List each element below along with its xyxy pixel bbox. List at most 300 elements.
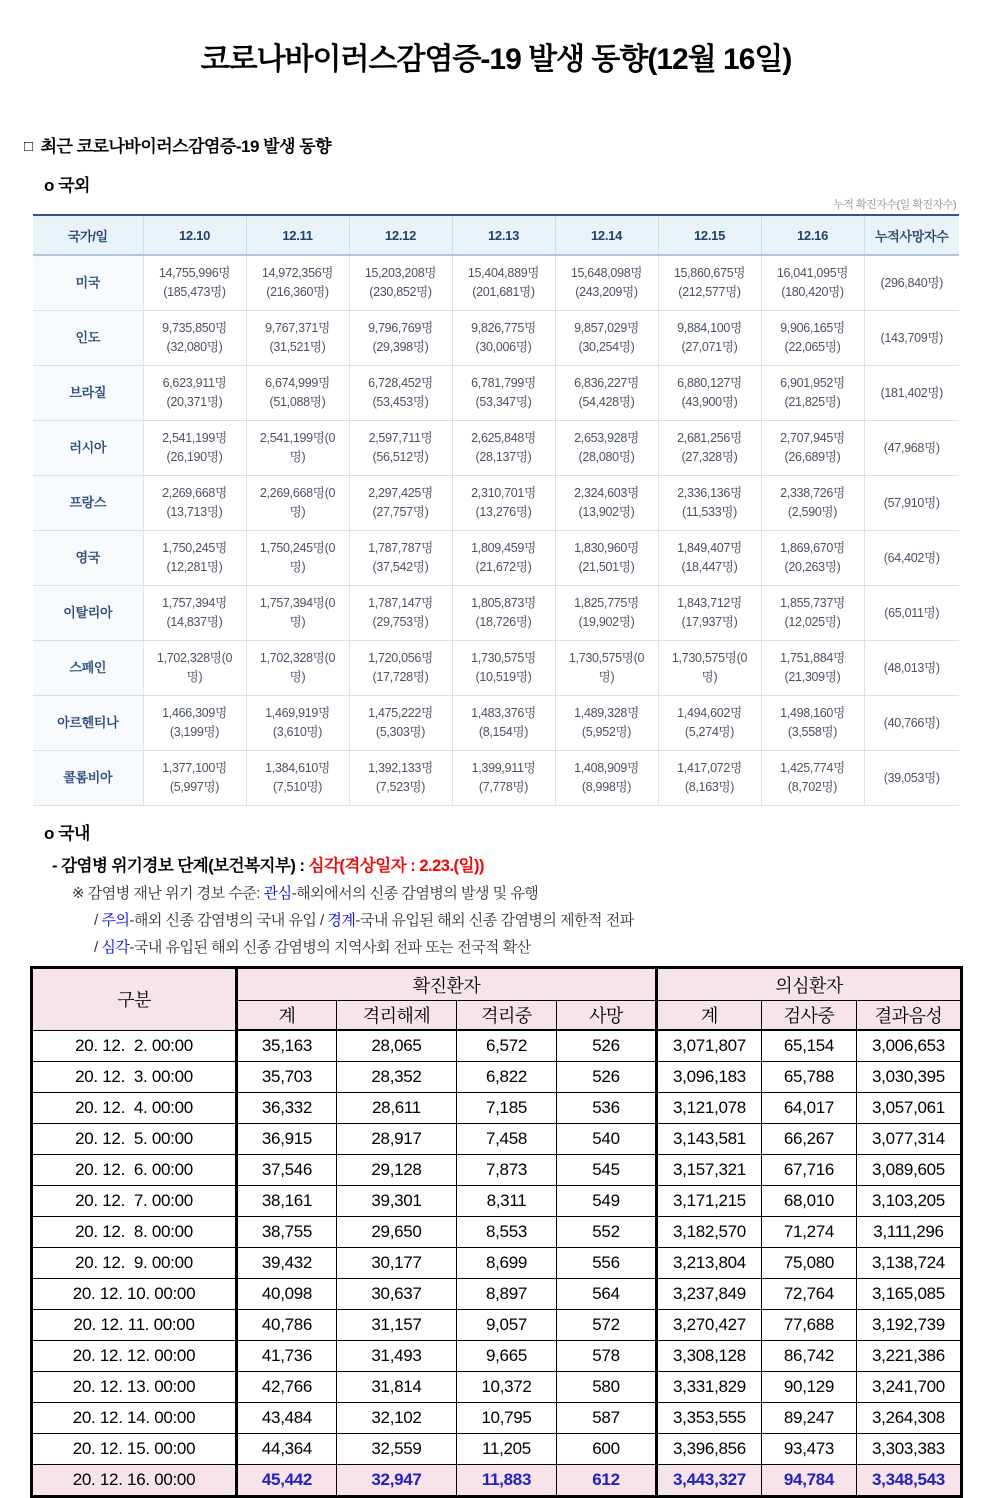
case-count-cell: [452, 366, 555, 421]
case-count-cell: [246, 531, 349, 586]
daily-count: (22,065명): [784, 340, 841, 354]
col-header-deaths: 누적사망자수: [864, 215, 959, 255]
cumulative-count: 6,728,452명: [368, 376, 433, 391]
cumulative-deaths-cell: (48,013명): [864, 641, 959, 696]
domestic-table-row: [32, 1310, 962, 1341]
stat-value-cell: 43,484: [237, 1403, 337, 1434]
case-count-cell: [658, 311, 761, 366]
case-count-cell: [452, 641, 555, 696]
stat-value-cell: 3,264,308: [857, 1403, 962, 1434]
note1-term: 관심: [263, 885, 292, 902]
cumulative-count: 1,720,056명: [368, 651, 433, 666]
stat-value-cell: 9,665: [457, 1341, 557, 1372]
cumulative-count: 15,203,208명: [364, 266, 437, 281]
country-name: 스페인: [33, 641, 143, 696]
checkbox-bullet-icon: □: [24, 138, 33, 155]
stat-value-cell: 3,071,807: [657, 1030, 762, 1062]
report-datetime: 20. 12. 10. 00:00: [32, 1279, 237, 1310]
stat-value-cell: 66,267: [762, 1124, 857, 1155]
daily-count: (21,309명): [784, 670, 841, 684]
daily-count: (7,778명): [478, 780, 529, 794]
case-count-cell: [143, 531, 246, 586]
stat-value-cell: 65,154: [762, 1030, 857, 1062]
stat-value-cell: 612: [557, 1465, 657, 1497]
stat-value-cell: 580: [557, 1372, 657, 1403]
stat-value-cell: 3,396,856: [657, 1434, 762, 1465]
case-count-cell: [349, 531, 452, 586]
cumulative-count: 15,404,889명: [467, 266, 540, 281]
stat-value-cell: 8,897: [457, 1279, 557, 1310]
cumulative-count: 1,475,222명: [368, 706, 433, 721]
daily-count: (13,902명): [578, 505, 635, 519]
case-count-cell: [349, 476, 452, 531]
daily-count: (32,080명): [166, 340, 223, 354]
stat-value-cell: 556: [557, 1248, 657, 1279]
cumulative-count: 1,392,133명: [368, 761, 433, 776]
daily-count: (28,137명): [475, 450, 532, 464]
cumulative-count: 6,901,952명: [780, 376, 845, 391]
stat-value-cell: 28,352: [337, 1062, 457, 1093]
stat-value-cell: 31,493: [337, 1341, 457, 1372]
daily-count: (26,689명): [784, 450, 841, 464]
daily-count: (18,726명): [475, 615, 532, 629]
cumulative-count: 9,735,850명: [162, 321, 227, 336]
stat-value-cell: 3,089,605: [857, 1155, 962, 1186]
daily-count: (10,519명): [475, 670, 532, 684]
stat-value-cell: 40,098: [237, 1279, 337, 1310]
stat-value-cell: 3,006,653: [857, 1030, 962, 1062]
report-datetime: 20. 12. 16. 00:00: [32, 1465, 237, 1497]
col-header-date-1210: 12.10: [143, 215, 246, 255]
daily-count: 명): [289, 450, 306, 464]
stat-value-cell: 3,103,205: [857, 1186, 962, 1217]
stat-value-cell: 31,157: [337, 1310, 457, 1341]
stat-value-cell: 3,111,296: [857, 1217, 962, 1248]
col-header-date-1213: 12.13: [452, 215, 555, 255]
domestic-table-row: [32, 1155, 962, 1186]
stat-value-cell: 526: [557, 1062, 657, 1093]
section-title: 최근 코로나바이러스감염증-19 발생 동향: [40, 137, 332, 156]
daily-count: (21,672명): [475, 560, 532, 574]
cumulative-count: 2,297,425명: [368, 486, 433, 501]
daily-count: (8,154명): [478, 725, 529, 739]
cumulative-count: 1,377,100명: [162, 761, 227, 776]
cumulative-count: 1,730,575명(0: [568, 651, 645, 666]
case-count-cell: [658, 641, 761, 696]
note3-prefix: /: [94, 939, 102, 956]
domestic-table-row: [32, 1465, 962, 1497]
daily-count: (19,902명): [578, 615, 635, 629]
overseas-table-row: [33, 311, 959, 366]
cumulative-count: 1,849,407명: [677, 541, 742, 556]
cumulative-count: 2,269,668명(0: [259, 486, 336, 501]
cumulative-count: 1,494,602명: [677, 706, 742, 721]
col-header-testing: 검사중: [762, 1001, 857, 1031]
daily-count: (7,510명): [272, 780, 323, 794]
cumulative-count: 2,653,928명: [574, 431, 639, 446]
cumulative-count: 1,757,394명: [162, 596, 227, 611]
country-name: 콜롬비아: [33, 751, 143, 806]
daily-count: 명): [289, 560, 306, 574]
overseas-table-row: [33, 696, 959, 751]
cumulative-deaths-cell: (57,910명): [864, 476, 959, 531]
cumulative-count: 1,751,884명: [780, 651, 845, 666]
case-count-cell: [143, 366, 246, 421]
crisis-alert-line: [52, 852, 992, 876]
cumulative-count: 1,730,575명: [471, 651, 536, 666]
daily-count: (243,209명): [575, 285, 638, 299]
domestic-table-row: [32, 1030, 962, 1062]
stat-value-cell: 94,784: [762, 1465, 857, 1497]
report-datetime: 20. 12. 8. 00:00: [32, 1217, 237, 1248]
stat-value-cell: 587: [557, 1403, 657, 1434]
case-count-cell: [658, 421, 761, 476]
cumulative-count: 9,884,100명: [677, 321, 742, 336]
cumulative-count: 9,826,775명: [471, 321, 536, 336]
cumulative-count: 6,836,227명: [574, 376, 639, 391]
domestic-table-row: [32, 1434, 962, 1465]
cumulative-count: 1,498,160명: [780, 706, 845, 721]
col-header-category: 구분: [32, 968, 237, 1031]
stat-value-cell: 35,703: [237, 1062, 337, 1093]
stat-value-cell: 28,917: [337, 1124, 457, 1155]
stat-value-cell: 3,241,700: [857, 1372, 962, 1403]
page-title: 코로나바이러스감염증-19 발생 동향(12월 16일): [200, 43, 792, 76]
domestic-table-row: [32, 1062, 962, 1093]
stat-value-cell: 3,121,078: [657, 1093, 762, 1124]
case-count-cell: [452, 696, 555, 751]
daily-count: (51,088명): [269, 395, 326, 409]
case-count-cell: [246, 696, 349, 751]
cumulative-deaths-cell: (40,766명): [864, 696, 959, 751]
stat-value-cell: 3,143,581: [657, 1124, 762, 1155]
stat-value-cell: 3,353,555: [657, 1403, 762, 1434]
domestic-heading: o 국내: [44, 824, 90, 843]
daily-count: (21,825명): [784, 395, 841, 409]
cumulative-count: 16,041,095명: [776, 266, 849, 281]
case-count-cell: [349, 586, 452, 641]
col-header-suspected-total: 계: [657, 1001, 762, 1031]
daily-count: (3,558명): [787, 725, 838, 739]
daily-count: (53,347명): [475, 395, 532, 409]
col-header-deceased: 사망: [557, 1001, 657, 1031]
alert-prefix: - 감염병 위기경보 단계(보건복지부) :: [52, 857, 309, 875]
cumulative-count: 6,674,999명: [265, 376, 330, 391]
daily-count: (28,080명): [578, 450, 635, 464]
cumulative-deaths-cell: (39,053명): [864, 751, 959, 806]
case-count-cell: [246, 586, 349, 641]
cumulative-count: 1,830,960명: [574, 541, 639, 556]
stat-value-cell: 600: [557, 1434, 657, 1465]
daily-count: (13,713명): [166, 505, 223, 519]
case-count-cell: [143, 641, 246, 696]
domestic-table-row: [32, 1279, 962, 1310]
cumulative-count: 14,755,996명: [158, 266, 231, 281]
stat-value-cell: 3,303,383: [857, 1434, 962, 1465]
cumulative-deaths-cell: (181,402명): [864, 366, 959, 421]
report-datetime: 20. 12. 6. 00:00: [32, 1155, 237, 1186]
daily-count: (5,997명): [169, 780, 220, 794]
daily-count: (185,473명): [163, 285, 226, 299]
daily-count: (5,952명): [581, 725, 632, 739]
cumulative-deaths-cell: (143,709명): [864, 311, 959, 366]
daily-count: (2,590명): [787, 505, 838, 519]
col-header-date-1212: 12.12: [349, 215, 452, 255]
col-header-negative: 결과음성: [857, 1001, 962, 1031]
cumulative-deaths-cell: (64,402명): [864, 531, 959, 586]
stat-value-cell: 3,331,829: [657, 1372, 762, 1403]
report-datetime: 20. 12. 5. 00:00: [32, 1124, 237, 1155]
case-count-cell: [143, 751, 246, 806]
stat-value-cell: 93,473: [762, 1434, 857, 1465]
daily-count: (37,542명): [372, 560, 429, 574]
daily-count: (12,025명): [784, 615, 841, 629]
note3-rest: -국내 유입된 해외 신종 감염병의 지역사회 전파 또는 전국적 확산: [129, 939, 531, 956]
overseas-table: [33, 214, 959, 806]
daily-count: (31,521명): [269, 340, 326, 354]
cumulative-count: 1,489,328명: [574, 706, 639, 721]
stat-value-cell: 572: [557, 1310, 657, 1341]
case-count-cell: [349, 696, 452, 751]
report-datetime: 20. 12. 4. 00:00: [32, 1093, 237, 1124]
case-count-cell: [143, 586, 246, 641]
cumulative-count: 1,787,787명: [368, 541, 433, 556]
note2-rest: -국내 유입된 해외 신종 감염병의 제한적 전파: [355, 912, 634, 929]
stat-value-cell: 3,030,395: [857, 1062, 962, 1093]
case-count-cell: [761, 366, 864, 421]
case-count-cell: [761, 476, 864, 531]
col-header-date-1211: 12.11: [246, 215, 349, 255]
stat-value-cell: 89,247: [762, 1403, 857, 1434]
case-count-cell: [349, 751, 452, 806]
report-datetime: 20. 12. 12. 00:00: [32, 1341, 237, 1372]
case-count-cell: [761, 641, 864, 696]
daily-count: (7,523명): [375, 780, 426, 794]
cumulative-count: 2,336,136명: [677, 486, 742, 501]
cumulative-count: 9,796,769명: [368, 321, 433, 336]
stat-value-cell: 42,766: [237, 1372, 337, 1403]
stat-value-cell: 32,102: [337, 1403, 457, 1434]
domestic-table-row: [32, 1217, 962, 1248]
case-count-cell: [761, 421, 864, 476]
stat-value-cell: 44,364: [237, 1434, 337, 1465]
case-count-cell: [761, 531, 864, 586]
case-count-cell: [761, 311, 864, 366]
stat-value-cell: 29,128: [337, 1155, 457, 1186]
country-name: 인도: [33, 311, 143, 366]
stat-value-cell: 564: [557, 1279, 657, 1310]
case-count-cell: [452, 255, 555, 311]
daily-count: (5,303명): [375, 725, 426, 739]
case-count-cell: [761, 255, 864, 311]
alert-note-2: [94, 909, 992, 930]
case-count-cell: [658, 586, 761, 641]
case-count-cell: [761, 751, 864, 806]
case-count-cell: [143, 476, 246, 531]
daily-count: (30,254명): [578, 340, 635, 354]
cumulative-count: 1,869,670명: [780, 541, 845, 556]
stat-value-cell: 30,637: [337, 1279, 457, 1310]
stat-value-cell: 30,177: [337, 1248, 457, 1279]
overseas-table-row: [33, 641, 959, 696]
daily-count: (17,937명): [681, 615, 738, 629]
report-datetime: 20. 12. 2. 00:00: [32, 1030, 237, 1062]
stat-value-cell: 3,182,570: [657, 1217, 762, 1248]
cumulative-count: 1,825,775명: [574, 596, 639, 611]
daily-count: (26,190명): [166, 450, 223, 464]
cumulative-count: 2,310,701명: [471, 486, 536, 501]
daily-count: (20,263명): [784, 560, 841, 574]
daily-count: (8,163명): [684, 780, 735, 794]
case-count-cell: [555, 641, 658, 696]
stat-value-cell: 36,332: [237, 1093, 337, 1124]
cumulative-count: 1,805,873명: [471, 596, 536, 611]
case-count-cell: [555, 696, 658, 751]
daily-count: (13,276명): [475, 505, 532, 519]
case-count-cell: [349, 366, 452, 421]
daily-count: (54,428명): [578, 395, 635, 409]
stat-value-cell: 549: [557, 1186, 657, 1217]
stat-value-cell: 9,057: [457, 1310, 557, 1341]
stat-value-cell: 3,157,321: [657, 1155, 762, 1186]
stat-value-cell: 3,057,061: [857, 1093, 962, 1124]
cumulative-count: 6,623,911명: [162, 376, 227, 391]
daily-count: (230,852명): [369, 285, 432, 299]
cumulative-count: 1,425,774명: [780, 761, 845, 776]
case-count-cell: [658, 696, 761, 751]
daily-count: (20,371명): [166, 395, 223, 409]
note2-term2: 경계: [327, 912, 356, 929]
cumulative-deaths-cell: (296,840명): [864, 255, 959, 311]
domestic-header-row-groups: [32, 968, 962, 1001]
country-name: 미국: [33, 255, 143, 311]
note2-mid: -해외 신종 감염병의 국내 유입 /: [129, 912, 328, 929]
alert-note-3: [94, 936, 992, 957]
stat-value-cell: 75,080: [762, 1248, 857, 1279]
daily-count: 명): [289, 670, 306, 684]
cumulative-count: 9,767,371명: [265, 321, 330, 336]
stat-value-cell: 7,873: [457, 1155, 557, 1186]
country-name: 브라질: [33, 366, 143, 421]
col-header-country: 국가/일: [33, 215, 143, 255]
stat-value-cell: 540: [557, 1124, 657, 1155]
cumulative-deaths-cell: (47,968명): [864, 421, 959, 476]
stat-value-cell: 36,915: [237, 1124, 337, 1155]
case-count-cell: [452, 586, 555, 641]
cumulative-count: 6,781,799명: [471, 376, 536, 391]
daily-count: (21,501명): [578, 560, 635, 574]
cumulative-count: 1,855,737명: [780, 596, 845, 611]
daily-count: (212,577명): [678, 285, 741, 299]
note2-prefix: /: [94, 912, 102, 929]
cumulative-count: 2,541,199명: [162, 431, 227, 446]
group-header-suspected: 의심환자: [657, 968, 962, 1001]
stat-value-cell: 68,010: [762, 1186, 857, 1217]
cumulative-count: 1,750,245명(0: [259, 541, 336, 556]
stat-value-cell: 526: [557, 1030, 657, 1062]
daily-count: (12,281명): [166, 560, 223, 574]
stat-value-cell: 3,270,427: [657, 1310, 762, 1341]
case-count-cell: [658, 751, 761, 806]
stat-value-cell: 45,442: [237, 1465, 337, 1497]
daily-count: (216,360명): [266, 285, 329, 299]
stat-value-cell: 3,171,215: [657, 1186, 762, 1217]
stat-value-cell: 71,274: [762, 1217, 857, 1248]
case-count-cell: [761, 586, 864, 641]
case-count-cell: [143, 311, 246, 366]
cumulative-count: 2,269,668명: [162, 486, 227, 501]
stat-value-cell: 3,138,724: [857, 1248, 962, 1279]
cumulative-count: 2,681,256명: [677, 431, 742, 446]
stat-value-cell: 28,611: [337, 1093, 457, 1124]
daily-count: 명): [289, 505, 306, 519]
stat-value-cell: 3,077,314: [857, 1124, 962, 1155]
cumulative-count: 1,384,610명: [265, 761, 330, 776]
domestic-table-row: [32, 1093, 962, 1124]
daily-count: (3,199명): [169, 725, 220, 739]
country-name: 영국: [33, 531, 143, 586]
stat-value-cell: 552: [557, 1217, 657, 1248]
stat-value-cell: 67,716: [762, 1155, 857, 1186]
cumulative-count: 1,417,072명: [677, 761, 742, 776]
case-count-cell: [555, 311, 658, 366]
stat-value-cell: 31,814: [337, 1372, 457, 1403]
stat-value-cell: 39,301: [337, 1186, 457, 1217]
daily-count: (29,398명): [372, 340, 429, 354]
daily-count: (18,447명): [681, 560, 738, 574]
stat-value-cell: 29,650: [337, 1217, 457, 1248]
case-count-cell: [246, 421, 349, 476]
daily-count: 명): [289, 615, 306, 629]
cumulative-count: 1,483,376명: [471, 706, 536, 721]
case-count-cell: [452, 311, 555, 366]
domestic-table-row: [32, 1372, 962, 1403]
daily-count: (56,512명): [372, 450, 429, 464]
cumulative-count: 6,880,127명: [677, 376, 742, 391]
daily-count: (27,071명): [681, 340, 738, 354]
stat-value-cell: 545: [557, 1155, 657, 1186]
report-datetime: 20. 12. 9. 00:00: [32, 1248, 237, 1279]
daily-count: 명): [186, 670, 203, 684]
cumulative-count: 2,338,726명: [780, 486, 845, 501]
cumulative-count: 1,843,712명: [677, 596, 742, 611]
case-count-cell: [143, 255, 246, 311]
case-count-cell: [452, 421, 555, 476]
country-name: 이탈리아: [33, 586, 143, 641]
col-header-released: 격리해제: [337, 1001, 457, 1031]
section-heading: [24, 132, 992, 157]
case-count-cell: [555, 255, 658, 311]
cumulative-count: 1,750,245명: [162, 541, 227, 556]
stat-value-cell: 41,736: [237, 1341, 337, 1372]
cumulative-count: 1,757,394명(0: [259, 596, 336, 611]
case-count-cell: [246, 641, 349, 696]
case-count-cell: [452, 476, 555, 531]
overseas-table-row: [33, 255, 959, 311]
case-count-cell: [452, 531, 555, 586]
stat-value-cell: 28,065: [337, 1030, 457, 1062]
stat-value-cell: 3,308,128: [657, 1341, 762, 1372]
stat-value-cell: 6,822: [457, 1062, 557, 1093]
stat-value-cell: 8,311: [457, 1186, 557, 1217]
case-count-cell: [246, 255, 349, 311]
cumulative-count: 2,324,603명: [574, 486, 639, 501]
case-count-cell: [349, 255, 452, 311]
domestic-table-row: [32, 1403, 962, 1434]
stat-value-cell: 38,161: [237, 1186, 337, 1217]
cumulative-count: 9,906,165명: [780, 321, 845, 336]
stat-value-cell: 3,237,849: [657, 1279, 762, 1310]
